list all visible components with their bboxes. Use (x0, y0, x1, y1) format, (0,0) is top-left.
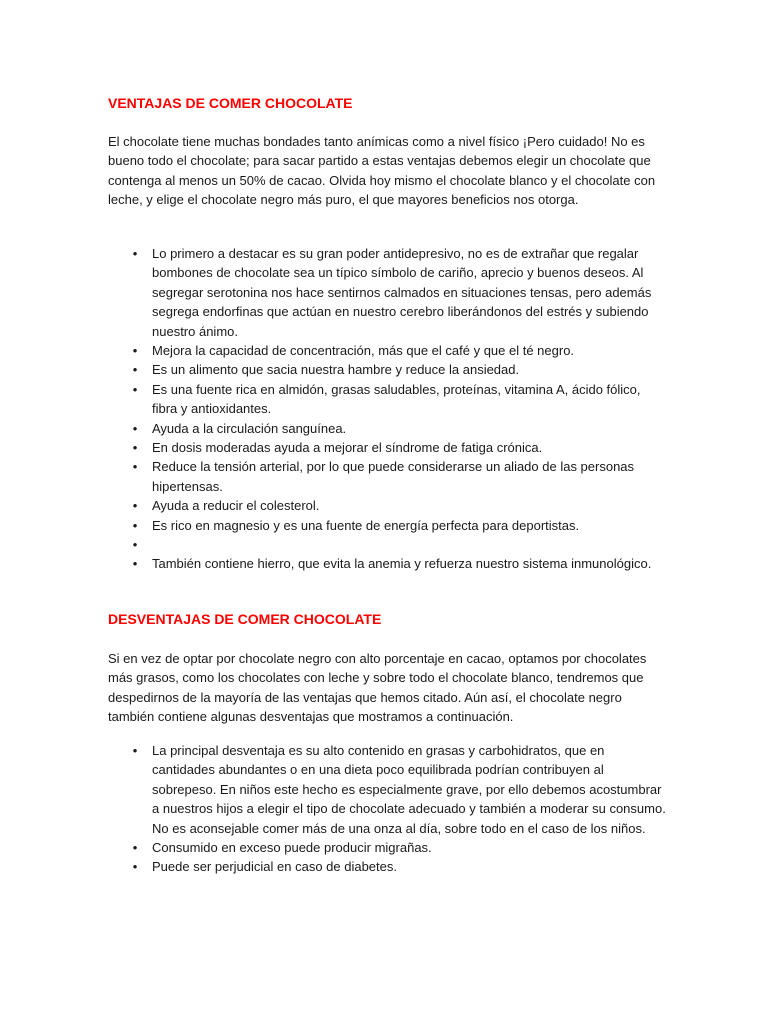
list-item (108, 244, 668, 341)
list-item (108, 535, 668, 554)
list-item (108, 516, 668, 535)
list-item (108, 360, 668, 379)
bullet-icon: • (132, 743, 138, 758)
bullet-icon: • (132, 498, 138, 514)
bullet-icon: • (132, 381, 138, 397)
bullet-icon: • (132, 859, 138, 875)
bullet-icon: • (132, 840, 138, 856)
list-item-text: La principal desventaja es su alto contenido en grasas y carbohidratos, que en cantidades abundantes o en una dieta poco equilibrada podrían contribuyen al sobrepeso. En niños este hecho es especialmente grave, por ello debemos acostumbrar a nuestros hijos a elegir el tipo de chocolate adecuado y también a moderar su consumo. No es aconsejable comer más de una onza al día, sobre todo en el caso de los niños. (152, 743, 666, 836)
list-item-text: Ayuda a reducir el colesterol. (152, 498, 320, 514)
bullet-icon: • (132, 440, 138, 456)
list-item (108, 496, 668, 515)
bullet-icon: • (132, 517, 138, 533)
ventajas-bullet-list (108, 244, 668, 574)
list-item-text: También contiene hierro, que evita la anemia y refuerza nuestro sistema inmunológico. (152, 556, 652, 572)
list-item-text: Ayuda a la circulación sanguínea. (152, 420, 347, 436)
list-item (108, 857, 668, 876)
ventajas-heading: VENTAJAS DE COMER CHOCOLATE (108, 95, 353, 111)
list-item-text: Mejora la capacidad de concentración, más que el café y que el té negro. (152, 343, 575, 359)
desventajas-bullet-list (108, 741, 668, 877)
bullet-icon: • (132, 246, 138, 261)
bullet-icon: • (132, 343, 138, 359)
list-item (108, 554, 668, 573)
list-item (108, 457, 668, 496)
list-item (108, 438, 668, 457)
list-item (108, 838, 668, 857)
desventajas-heading: DESVENTAJAS DE COMER CHOCOLATE (108, 611, 382, 627)
list-item-text: Es una fuente rica en almidón, grasas saludables, proteínas, vitamina A, ácido fólico, fibra y antioxidantes. (152, 381, 641, 417)
list-item-text: En dosis moderadas ayuda a mejorar el síndrome de fatiga crónica. (152, 440, 543, 456)
bullet-icon: • (132, 362, 138, 378)
list-item-text: Consumido en exceso puede producir migrañas. (152, 840, 432, 856)
list-item-text: Es un alimento que sacia nuestra hambre y reduce la ansiedad. (152, 362, 520, 378)
list-item-text: Puede ser perjudicial en caso de diabetes. (152, 859, 397, 875)
bullet-icon: • (132, 537, 138, 553)
bullet-icon: • (132, 459, 138, 475)
ventajas-intro-paragraph: El chocolate tiene muchas bondades tanto anímicas como a nivel físico ¡Pero cuidado! No es bueno todo el chocolate; para sacar partido a estas ventajas debemos elegir un chocolate que contenga al menos un 50% de cacao. Olvida hoy mismo el chocolate blanco y el chocolate con leche, y elige el chocolate negro más puro, el que mayores beneficios nos otorga. (108, 134, 656, 208)
list-item (108, 341, 668, 360)
list-item (108, 741, 668, 838)
desventajas-intro-paragraph: Si en vez de optar por chocolate negro con alto porcentaje en cacao, optamos por chocolates más grasos, como los chocolates con leche y sobre todo el chocolate blanco, tendremos que despedirnos de la mayoría de las ventajas que hemos citado. Aún así, el chocolate negro también contiene algunas desventajas que mostramos a continuación. (108, 651, 647, 725)
list-item (108, 380, 668, 419)
list-item-text: Es rico en magnesio y es una fuente de energía perfecta para deportistas. (152, 517, 580, 533)
bullet-icon: • (132, 420, 138, 436)
list-item-text: Reduce la tensión arterial, por lo que puede considerarse un aliado de las personas hipertensas. (152, 459, 635, 494)
list-item-text: Lo primero a destacar es su gran poder antidepresivo, no es de extrañar que regalar bombones de chocolate sea un típico símbolo de cariño, aprecio y buenos deseos. Al segregar serotonina nos hace sentirnos calmados en situaciones tensas, pero además segrega endorfinas que actúan en nuestro cerebro liberándonos del estrés y subiendo nuestro ánimo. (152, 246, 652, 339)
bullet-icon: • (132, 556, 138, 572)
list-item (108, 419, 668, 438)
